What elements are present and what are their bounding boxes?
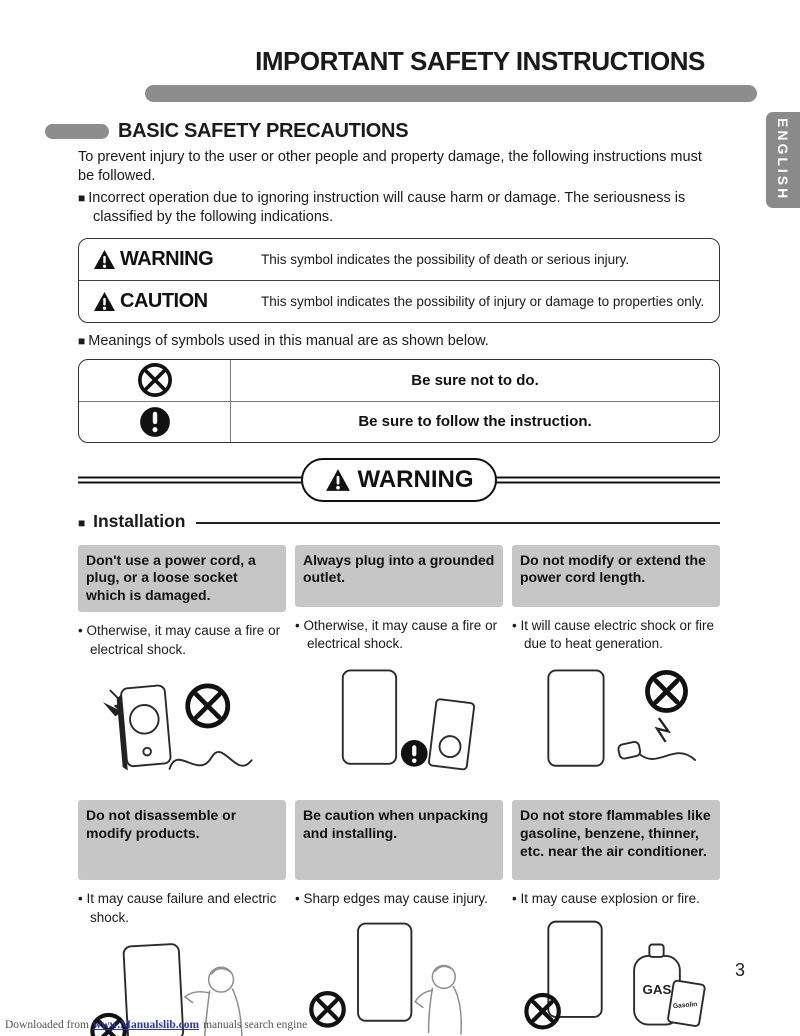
warning-triangle-icon: [325, 468, 351, 492]
title-underline-bar: [145, 85, 757, 102]
card-consequence: • It may cause failure and electric shock.: [78, 891, 277, 925]
caution-label: CAUTION: [93, 290, 261, 313]
card-consequence: • Otherwise, it may cause a fire or electrical shock.: [295, 617, 498, 652]
manualslib-link[interactable]: www.Manualslib.com: [93, 1019, 200, 1031]
page-content: [0, 120, 800, 1036]
installation-row-1: [78, 545, 720, 788]
card-title: Do not disassemble or modify products.: [78, 800, 286, 880]
instruction-meaning: Be sure to follow the instruction.: [358, 413, 592, 431]
card-consequence: • It may cause explosion or fire.: [512, 891, 700, 907]
gasoline-can-label: Gasolin: [672, 1000, 698, 1010]
prohibition-meaning: Be sure not to do.: [411, 371, 539, 389]
illustration-damaged-socket: [78, 663, 286, 787]
card-title: Do not modify or extend the power cord length.: [512, 545, 720, 607]
card-flammables: [512, 800, 720, 1036]
heading-pill: [45, 124, 109, 139]
card-disassemble: [78, 800, 286, 1036]
symbols-table: [78, 359, 720, 443]
intro-paragraph: To prevent injury to the user or other people and property damage, the following instructions must be followed.: [78, 149, 702, 185]
installation-heading: ■ Installation: [78, 511, 720, 532]
warning-banner-pill: WARNING: [301, 458, 497, 502]
warning-label: WARNING: [93, 248, 261, 271]
card-title: Be caution when unpacking and installing.: [295, 800, 503, 880]
prohibition-icon: [79, 360, 231, 401]
square-bullet-icon: ■: [78, 333, 86, 348]
footer: [5, 1019, 307, 1031]
footer-prefix: Downloaded from: [5, 1019, 89, 1031]
card-damaged-socket: [78, 545, 286, 788]
square-bullet-icon: ■: [78, 191, 86, 206]
card-unpacking: [295, 800, 503, 1036]
warning-description: This symbol indicates the possibility of death or serious injury.: [261, 251, 630, 267]
card-title: Always plug into a grounded outlet.: [295, 545, 503, 607]
illustration-unpacking: [295, 913, 503, 1036]
illustration-grounded-outlet: [295, 658, 503, 782]
card-consequence: • It will cause electric shock or fire due to heat generation.: [512, 617, 715, 652]
warning-triangle-icon: [93, 249, 116, 270]
card-consequence: • Otherwise, it may cause a fire or electrical shock.: [78, 622, 281, 657]
warning-triangle-icon: [93, 291, 116, 312]
card-grounded-outlet: [295, 545, 503, 788]
symbols-note: ■ Meanings of symbols used in this manual are as shown below.: [78, 332, 489, 349]
prohibition-row: [79, 360, 719, 401]
warning-row: [79, 239, 719, 280]
caution-row: [79, 280, 719, 322]
basic-safety-title: BASIC SAFETY PRECAUTIONS: [118, 120, 409, 142]
illustration-modify-cord: [512, 658, 720, 782]
language-tab: ENGLISH: [766, 112, 800, 208]
card-title: Do not store flammables like gasoline, benzene, thinner, etc. near the air conditioner.: [512, 800, 720, 880]
severity-table: [78, 238, 720, 323]
warning-banner: [78, 457, 720, 503]
square-bullet-icon: ■: [78, 515, 86, 530]
card-title: Don't use a power cord, a plug, or a loose socket which is damaged.: [78, 545, 286, 612]
card-modify-cord: [512, 545, 720, 788]
caution-description: This symbol indicates the possibility of injury or damage to properties only.: [261, 293, 705, 309]
seriousness-note: ■ Incorrect operation due to ignoring instruction will cause harm or damage. The seriousness is classified by the following indications.: [78, 190, 686, 226]
page-title: IMPORTANT SAFETY INSTRUCTIONS: [255, 46, 705, 76]
instruction-icon: [79, 402, 231, 442]
gas-cylinder-label: GAS: [642, 981, 672, 997]
card-consequence: • Sharp edges may cause injury.: [295, 891, 488, 907]
page-number: 3: [734, 960, 745, 980]
instruction-row: [79, 401, 719, 442]
footer-suffix: manuals search engine: [203, 1019, 308, 1031]
illustration-flammables: [512, 913, 720, 1036]
basic-safety-heading: [45, 120, 720, 143]
installation-row-2: [78, 800, 720, 1036]
heading-rule: [196, 522, 721, 524]
